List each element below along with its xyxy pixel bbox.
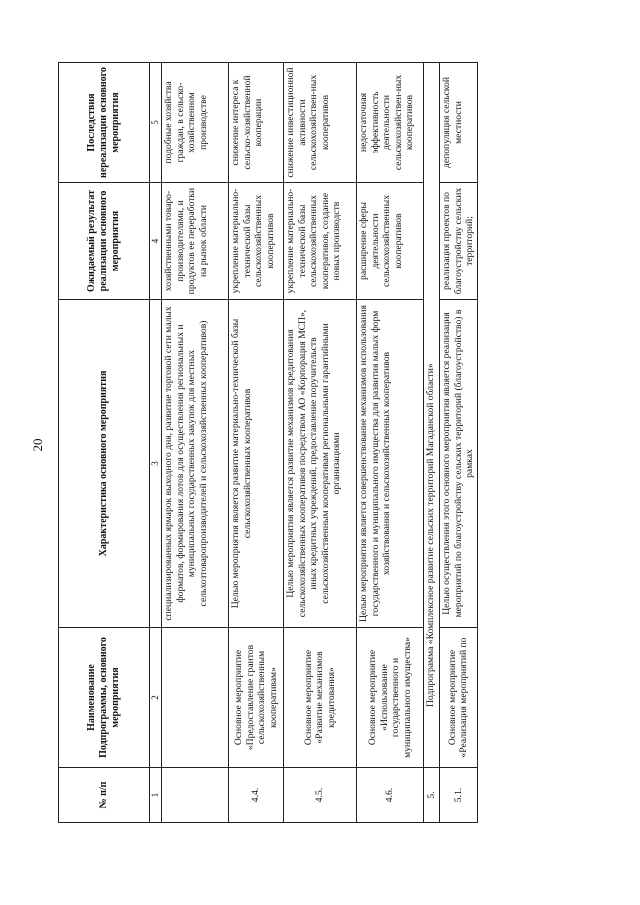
table-row (229, 63, 284, 823)
table-row (357, 63, 424, 823)
program-table (58, 62, 478, 823)
col-index: 4 (150, 183, 162, 300)
row-num: 5. (424, 768, 440, 823)
row-consequences: недостаточная эффективность деятельности сельскохозяйствен-ных кооперативов (357, 63, 424, 183)
row-consequences: подобные хозяйства граждан, в сельско-хозяйственном производстве (162, 63, 229, 183)
row-characteristic: Целью мероприятия является развитие материально-технической базы сельскохозяйственных кооперативов (229, 300, 284, 628)
row-result: расширение сферы деятельности сельскохозяйственных кооперативов (357, 183, 424, 300)
row-name (162, 628, 229, 768)
row-result: укрепление материально-технической базы сельскохозяйственных кооперативов (229, 183, 284, 300)
row-num: 4.5. (284, 768, 357, 823)
row-name: Основное мероприятие «Реализация мероприятий по (440, 628, 478, 768)
header-num: № п/п (59, 768, 150, 823)
row-characteristic: Целью осуществления этого основного мероприятия является реализация мероприятий по благоустройству сельских территорий (благоустройство) в рамках (440, 300, 478, 628)
row-name: Основное мероприятие «Развитие механизмов кредитования» (284, 628, 357, 768)
table-row (284, 63, 357, 823)
row-num (162, 768, 229, 823)
row-characteristic: Целью мероприятия является развитие механизмов кредитования сельскохозяйственных кооперативов посредством АО «Корпорация МСП», иных кредитных учреждений, предоставление поручительств сельскохозяйственным кооперативам региональными гарантийными организациями (284, 300, 357, 628)
row-consequences: снижение интереса к сельско-хозяйственной кооперации (229, 63, 284, 183)
row-characteristic: специализированных ярмарок выходного дня, развитие торговой сети малых форматов, формирования лотов для осуществления региональных и муниципальных государственных закупок для местных сельхозтоваропроизводителей и сельскохозяйственных кооперативов) (162, 300, 229, 628)
header-consequences: Последствия нереализации основного мероприятия (59, 63, 150, 183)
row-num: 5.1. (440, 768, 478, 823)
header-name: Наименование Подпрограммы, основного мероприятия (59, 628, 150, 768)
table-row (162, 63, 229, 823)
row-name: Основное мероприятие «Предоставление грантов сельскохозяйственным кооперативам» (229, 628, 284, 768)
column-index-row (150, 63, 162, 823)
col-index: 5 (150, 63, 162, 183)
header-result: Ожидаемый результат реализации основного мероприятия (59, 183, 150, 300)
row-result: укрепление материально-технической базы сельскохозяйственных кооперативов, создание новых производств (284, 183, 357, 300)
page-number: 20 (30, 438, 45, 452)
row-result: хозяйственными товаро-производителями, и продуктов ее переработки на рынок области (162, 183, 229, 300)
subprogram-row (424, 63, 440, 823)
header-characteristic: Характеристика основного мероприятия (59, 300, 150, 628)
col-index: 1 (150, 768, 162, 823)
row-result: реализация проектов по благоустройству сельских территорий; (440, 183, 478, 300)
col-index: 3 (150, 300, 162, 628)
row-consequences: снижение инвестиционной активности сельскохозяйствен-ных кооперативов (284, 63, 357, 183)
row-consequences: депопуляция сельской местности (440, 63, 478, 183)
col-index: 2 (150, 628, 162, 768)
row-num: 4.4. (229, 768, 284, 823)
table-row (440, 63, 478, 823)
header-row (59, 63, 150, 823)
row-num: 4.6. (357, 768, 424, 823)
row-characteristic: Целью мероприятия является совершенствование механизмов использования государственного и муниципального имущества для развития малых форм хозяйствования и сельскохозяйственных кооперативов (357, 300, 424, 628)
subprogram-title: Подпрограмма «Комплексное развитие сельских территорий Магаданской области» (424, 63, 440, 768)
row-name: Основное мероприятие «Использование государственного и муниципального имущества» (357, 628, 424, 768)
